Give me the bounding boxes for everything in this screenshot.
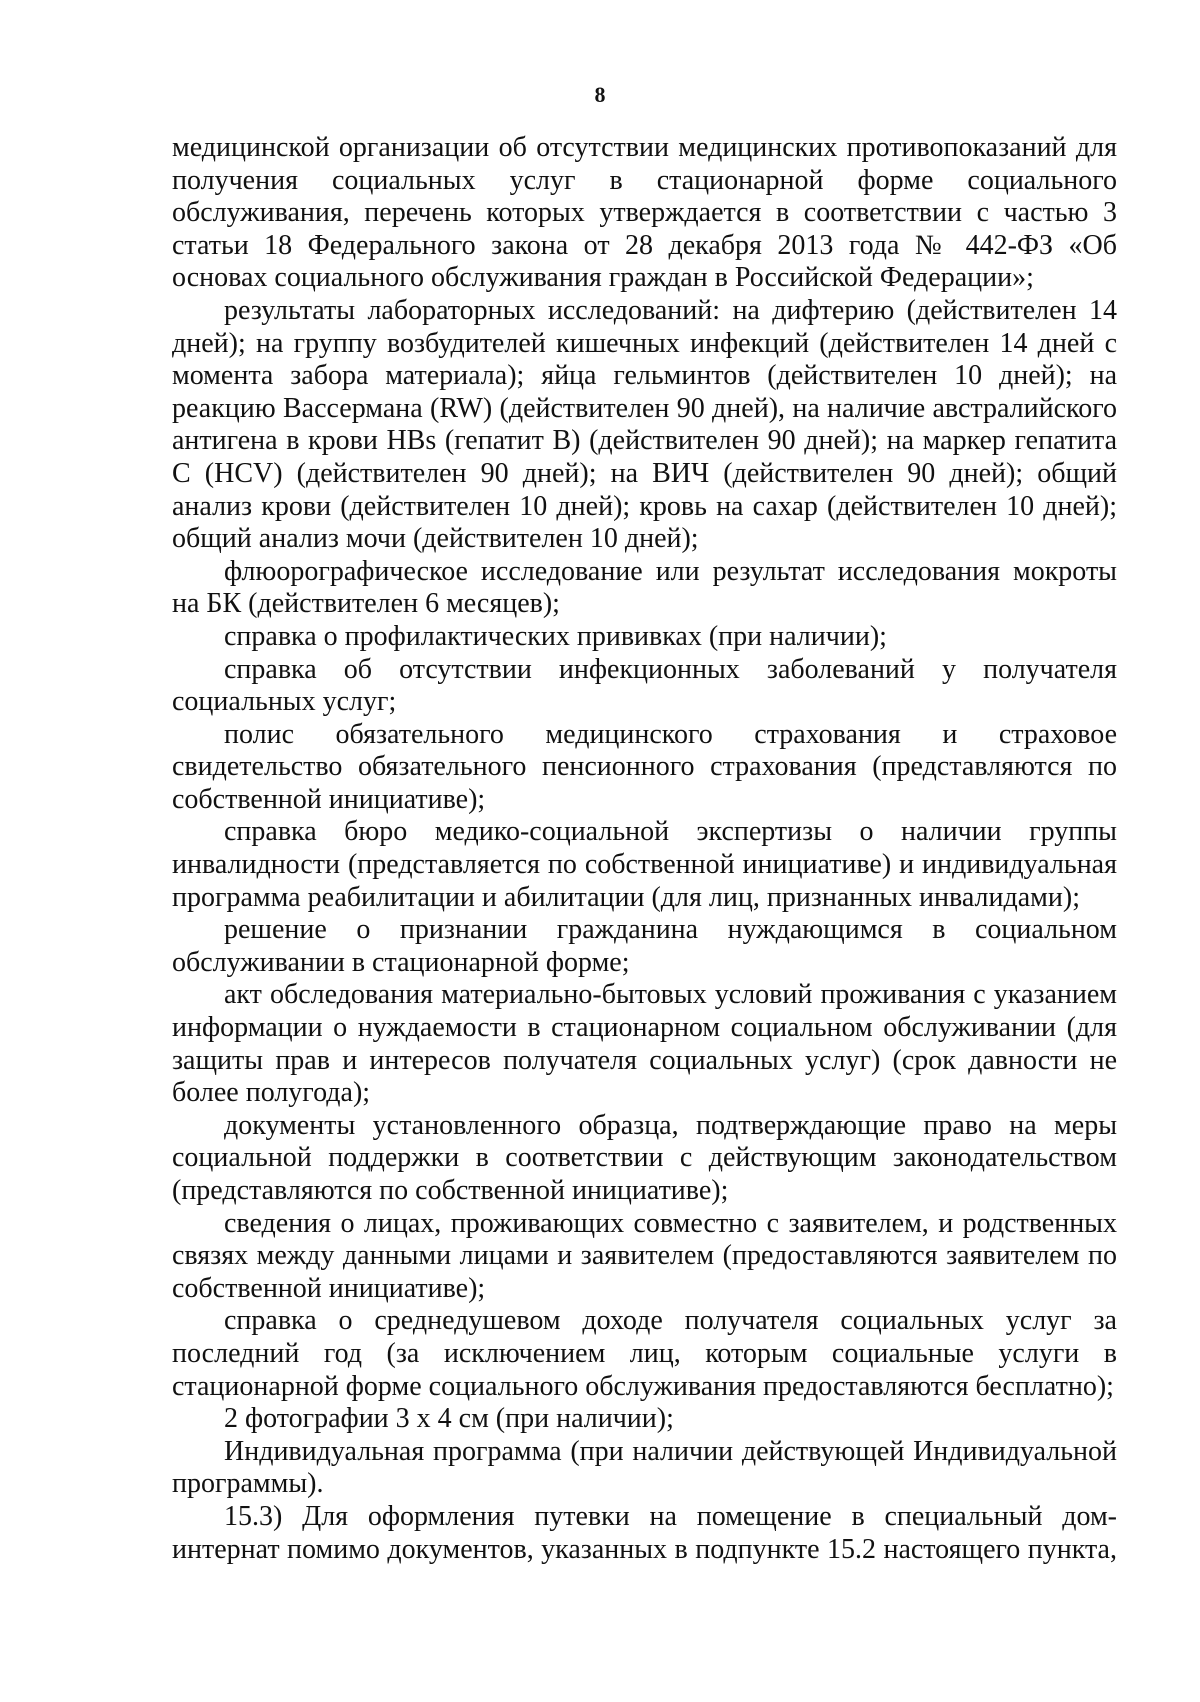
- text-line: последний год (за исключением лиц, которым социальные услуги в: [172, 1337, 1117, 1369]
- text-line: защиты прав и интересов получателя социальных услуг) (срок давности не: [172, 1044, 1117, 1076]
- text-line: медицинской организации об отсутствии медицинских противопоказаний для: [172, 132, 1117, 163]
- text-line: момента забора материала); яйца гельминтов (действителен 10 дней); на: [172, 360, 1117, 392]
- paragraph: [172, 654, 1117, 719]
- text-line: документы установленного образца, подтверждающие право на меры: [224, 1109, 1117, 1141]
- text-line: Индивидуальная программа (при наличии действующей Индивидуальной: [224, 1435, 1117, 1467]
- paragraph: [172, 1110, 1117, 1208]
- document-body: [172, 132, 1117, 1566]
- paragraph: [172, 1208, 1117, 1306]
- paragraph: [172, 132, 1117, 295]
- text-line: анализ крови (действителен 10 дней); кровь на сахар (действителен 10 дней);: [172, 490, 1117, 522]
- text-line: собственной инициативе);: [172, 1272, 486, 1304]
- text-line: интернат помимо документов, указанных в подпункте 15.2 настоящего пункта,: [172, 1533, 1117, 1565]
- text-line: программы).: [172, 1468, 324, 1500]
- text-line: дней); на группу возбудителей кишечных инфекций (действителен 14 дней с: [172, 327, 1117, 359]
- text-line: информации о нуждаемости в стационарном социальном обслуживании (для: [172, 1012, 1117, 1044]
- text-line: полис обязательного медицинского страхования и страховое: [224, 718, 1117, 750]
- text-line: справка о профилактических прививках (при наличии);: [224, 620, 887, 652]
- text-line: решение о признании гражданина нуждающимся в социальном: [224, 914, 1117, 946]
- text-line: антигена в крови HBs (гепатит В) (действителен 90 дней); на маркер гепатита: [172, 425, 1117, 457]
- text-line: социальной поддержки в соответствии с действующим законодательством: [172, 1142, 1117, 1174]
- text-line: собственной инициативе);: [172, 783, 486, 815]
- paragraph: [172, 1305, 1117, 1403]
- text-line: на БК (действителен 6 месяцев);: [172, 588, 560, 620]
- paragraph: [172, 556, 1117, 621]
- text-line: обслуживании в стационарной форме;: [172, 946, 630, 978]
- text-line: общий анализ мочи (действителен 10 дней);: [172, 523, 699, 555]
- text-line: стационарной форме социального обслуживания предоставляются бесплатно);: [172, 1370, 1114, 1402]
- text-line: 15.3) Для оформления путевки на помещение в специальный дом-: [224, 1500, 1117, 1532]
- paragraph: [172, 979, 1117, 1109]
- text-line: более полугода);: [172, 1077, 371, 1109]
- text-line: инвалидности (представляется по собственной инициативе) и индивидуальная: [172, 849, 1117, 881]
- paragraph: [172, 816, 1117, 914]
- text-line: С (HCV) (действителен 90 дней); на ВИЧ (действителен 90 дней); общий: [172, 457, 1117, 489]
- text-line: акт обследования материально-бытовых условий проживания с указанием: [224, 979, 1117, 1011]
- text-line: флюорографическое исследование или результат исследования мокроты: [224, 555, 1117, 587]
- text-line: сведения о лицах, проживающих совместно с заявителем, и родственных: [224, 1207, 1117, 1239]
- text-line: справка о среднедушевом доходе получателя социальных услуг за: [224, 1305, 1117, 1337]
- text-line: реакцию Вассермана (RW) (действителен 90 дней), на наличие австралийского: [172, 392, 1117, 424]
- paragraph: [172, 719, 1117, 817]
- text-line: справка об отсутствии инфекционных заболеваний у получателя: [224, 653, 1117, 685]
- text-line: результаты лабораторных исследований: на дифтерию (действителен 14: [224, 294, 1117, 326]
- text-line: связях между данными лицами и заявителем (предоставляются заявителем по: [172, 1240, 1117, 1272]
- text-line: получения социальных услуг в стационарной форме социального: [172, 164, 1117, 196]
- paragraph: [172, 1501, 1117, 1566]
- text-line: справка бюро медико-социальной экспертизы о наличии группы: [224, 816, 1117, 848]
- text-line: социальных услуг;: [172, 686, 397, 718]
- text-line: 2 фотографии 3 х 4 см (при наличии);: [224, 1403, 674, 1435]
- text-line: программа реабилитации и абилитации (для лиц, признанных инвалидами);: [172, 881, 1080, 913]
- text-line: обслуживания, перечень которых утверждается в соответствии с частью 3: [172, 197, 1117, 229]
- paragraph: [172, 1403, 1117, 1436]
- paragraph: [172, 295, 1117, 556]
- page-number: 8: [594, 82, 606, 107]
- paragraph: [172, 1436, 1117, 1501]
- text-line: статьи 18 Федерального закона от 28 декабря 2013 года № 442-ФЗ «Об основах: [172, 229, 1117, 294]
- paragraph: [172, 914, 1117, 979]
- text-line: свидетельство обязательного пенсионного страхования (представляются по: [172, 751, 1117, 783]
- text-line: социального обслуживания граждан в Российской Федерации»;: [274, 262, 1034, 294]
- text-line: (представляются по собственной инициативе);: [172, 1175, 729, 1206]
- paragraph: [172, 621, 1117, 654]
